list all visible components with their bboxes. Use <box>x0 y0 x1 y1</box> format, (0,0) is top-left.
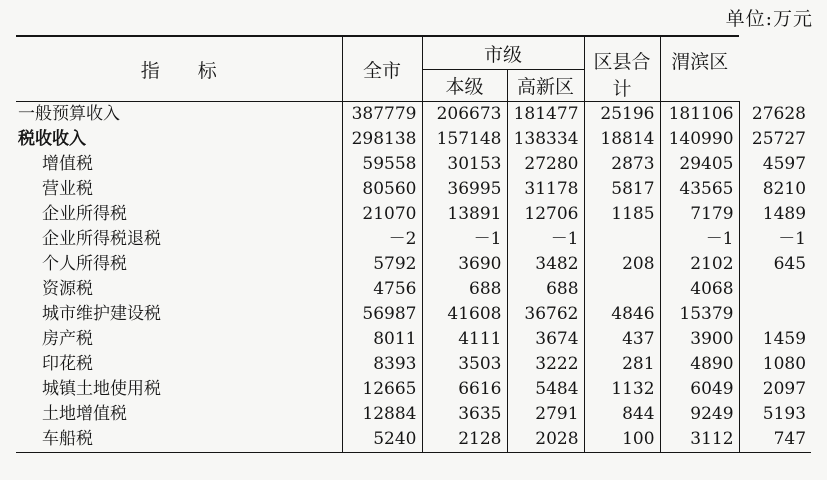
cell-value: 688 <box>507 277 584 302</box>
cell-value: 80560 <box>342 177 422 202</box>
cell-value: 5817 <box>584 177 660 202</box>
cell-value: 3674 <box>507 327 584 352</box>
cell-value: 5792 <box>342 252 422 277</box>
cell-value: 298138 <box>342 127 422 152</box>
row-label: 税收收入 <box>18 129 86 149</box>
cell-value: 3112 <box>660 427 739 453</box>
cell-value: 387779 <box>342 102 422 128</box>
cell-value: 1489 <box>739 202 811 227</box>
cell-value: 4846 <box>584 302 660 327</box>
table-row <box>16 302 811 327</box>
cell-value: 27280 <box>507 152 584 177</box>
cell-value: 4111 <box>422 327 507 352</box>
header-city-sub-benji: 本级 <box>422 70 507 102</box>
cell-value: 12665 <box>342 377 422 402</box>
cell-value: 2128 <box>422 427 507 453</box>
cell-value: 18814 <box>584 127 660 152</box>
cell-value: 3482 <box>507 252 584 277</box>
cell-value: 138334 <box>507 127 584 152</box>
cell-value: 1459 <box>739 327 811 352</box>
cell-value: 688 <box>422 277 507 302</box>
table-body <box>16 102 811 453</box>
cell-value: 56987 <box>342 302 422 327</box>
cell-value: 1132 <box>584 377 660 402</box>
cell-value: 2791 <box>507 402 584 427</box>
cell-value: 2873 <box>584 152 660 177</box>
cell-value: 3690 <box>422 252 507 277</box>
cell-value: 15379 <box>660 302 739 327</box>
cell-value: 4068 <box>660 277 739 302</box>
cell-value: 747 <box>739 427 811 453</box>
cell-value: 1185 <box>584 202 660 227</box>
row-label: 增值税 <box>42 154 93 174</box>
cell-value: 208 <box>584 252 660 277</box>
cell-value <box>739 302 811 327</box>
cell-value: 206673 <box>422 102 507 128</box>
row-label: 房产税 <box>42 329 93 349</box>
cell-value: －2 <box>342 227 422 252</box>
row-label: 一般预算收入 <box>18 104 120 124</box>
row-label: 土地增值税 <box>42 404 127 424</box>
cell-value: 281 <box>584 352 660 377</box>
cell-value: 5240 <box>342 427 422 453</box>
cell-value: 12706 <box>507 202 584 227</box>
row-label: 个人所得税 <box>42 254 127 274</box>
header-weibin: 渭滨区 <box>660 36 739 102</box>
cell-value: 9249 <box>660 402 739 427</box>
table-row <box>16 352 811 377</box>
cell-value <box>739 277 811 302</box>
table-row <box>16 227 811 252</box>
cell-value <box>584 277 660 302</box>
cell-value: 25727 <box>739 127 811 152</box>
row-label: 城镇土地使用税 <box>42 379 161 399</box>
cell-value: 1080 <box>739 352 811 377</box>
cell-value: 3900 <box>660 327 739 352</box>
row-label: 企业所得税 <box>42 204 127 224</box>
table-row <box>16 327 811 352</box>
table-row <box>16 177 811 202</box>
cell-value: －1 <box>660 227 739 252</box>
header-city-level: 市级 <box>422 36 584 70</box>
table-row <box>16 277 811 302</box>
cell-value: 41608 <box>422 302 507 327</box>
table-row <box>16 427 811 453</box>
cell-value: 4756 <box>342 277 422 302</box>
table-row <box>16 202 811 227</box>
header-city-sub-gaoxin: 高新区 <box>507 70 584 102</box>
tax-revenue-table <box>16 35 811 453</box>
cell-value: 8011 <box>342 327 422 352</box>
cell-value: 157148 <box>422 127 507 152</box>
row-label: 资源税 <box>42 279 93 299</box>
header-indicator: 指 标 <box>16 36 342 102</box>
cell-value: 5193 <box>739 402 811 427</box>
cell-value: 36995 <box>422 177 507 202</box>
cell-value: －1 <box>422 227 507 252</box>
cell-value: 6616 <box>422 377 507 402</box>
cell-value: 3635 <box>422 402 507 427</box>
cell-value: 100 <box>584 427 660 453</box>
table-row <box>16 152 811 177</box>
cell-value: 3503 <box>422 352 507 377</box>
cell-value: 31178 <box>507 177 584 202</box>
cell-value: 25196 <box>584 102 660 128</box>
table-row <box>16 377 811 402</box>
cell-value: 21070 <box>342 202 422 227</box>
row-label: 车船税 <box>16 427 342 453</box>
cell-value: 5484 <box>507 377 584 402</box>
table-row <box>16 102 811 128</box>
cell-value: 30153 <box>422 152 507 177</box>
row-label: 城市维护建设税 <box>42 304 161 324</box>
cell-value: 59558 <box>342 152 422 177</box>
header-county-total: 区县合计 <box>584 36 660 102</box>
cell-value: －1 <box>739 227 811 252</box>
row-label: 营业税 <box>42 179 93 199</box>
cell-value: 2028 <box>507 427 584 453</box>
cell-value: 12884 <box>342 402 422 427</box>
cell-value: 29405 <box>660 152 739 177</box>
cell-value: 27628 <box>739 102 811 128</box>
cell-value: 181477 <box>507 102 584 128</box>
cell-value: 4890 <box>660 352 739 377</box>
cell-value: 7179 <box>660 202 739 227</box>
cell-value: 13891 <box>422 202 507 227</box>
cell-value: 645 <box>739 252 811 277</box>
table-row <box>16 252 811 277</box>
cell-value: 4597 <box>739 152 811 177</box>
cell-value: 43565 <box>660 177 739 202</box>
cell-value: 8210 <box>739 177 811 202</box>
row-label: 印花税 <box>42 354 93 374</box>
cell-value <box>584 227 660 252</box>
cell-value: 437 <box>584 327 660 352</box>
cell-value: 2102 <box>660 252 739 277</box>
cell-value: 181106 <box>660 102 739 128</box>
cell-value: 2097 <box>739 377 811 402</box>
table-row <box>16 402 811 427</box>
row-label: 企业所得税退税 <box>42 229 161 249</box>
unit-label: 单位:万元 <box>725 8 813 30</box>
cell-value: 844 <box>584 402 660 427</box>
cell-value: 36762 <box>507 302 584 327</box>
cell-value: －1 <box>507 227 584 252</box>
header-city-total: 全市 <box>342 36 422 102</box>
cell-value: 3222 <box>507 352 584 377</box>
table-row <box>16 127 811 152</box>
cell-value: 140990 <box>660 127 739 152</box>
cell-value: 6049 <box>660 377 739 402</box>
cell-value: 8393 <box>342 352 422 377</box>
